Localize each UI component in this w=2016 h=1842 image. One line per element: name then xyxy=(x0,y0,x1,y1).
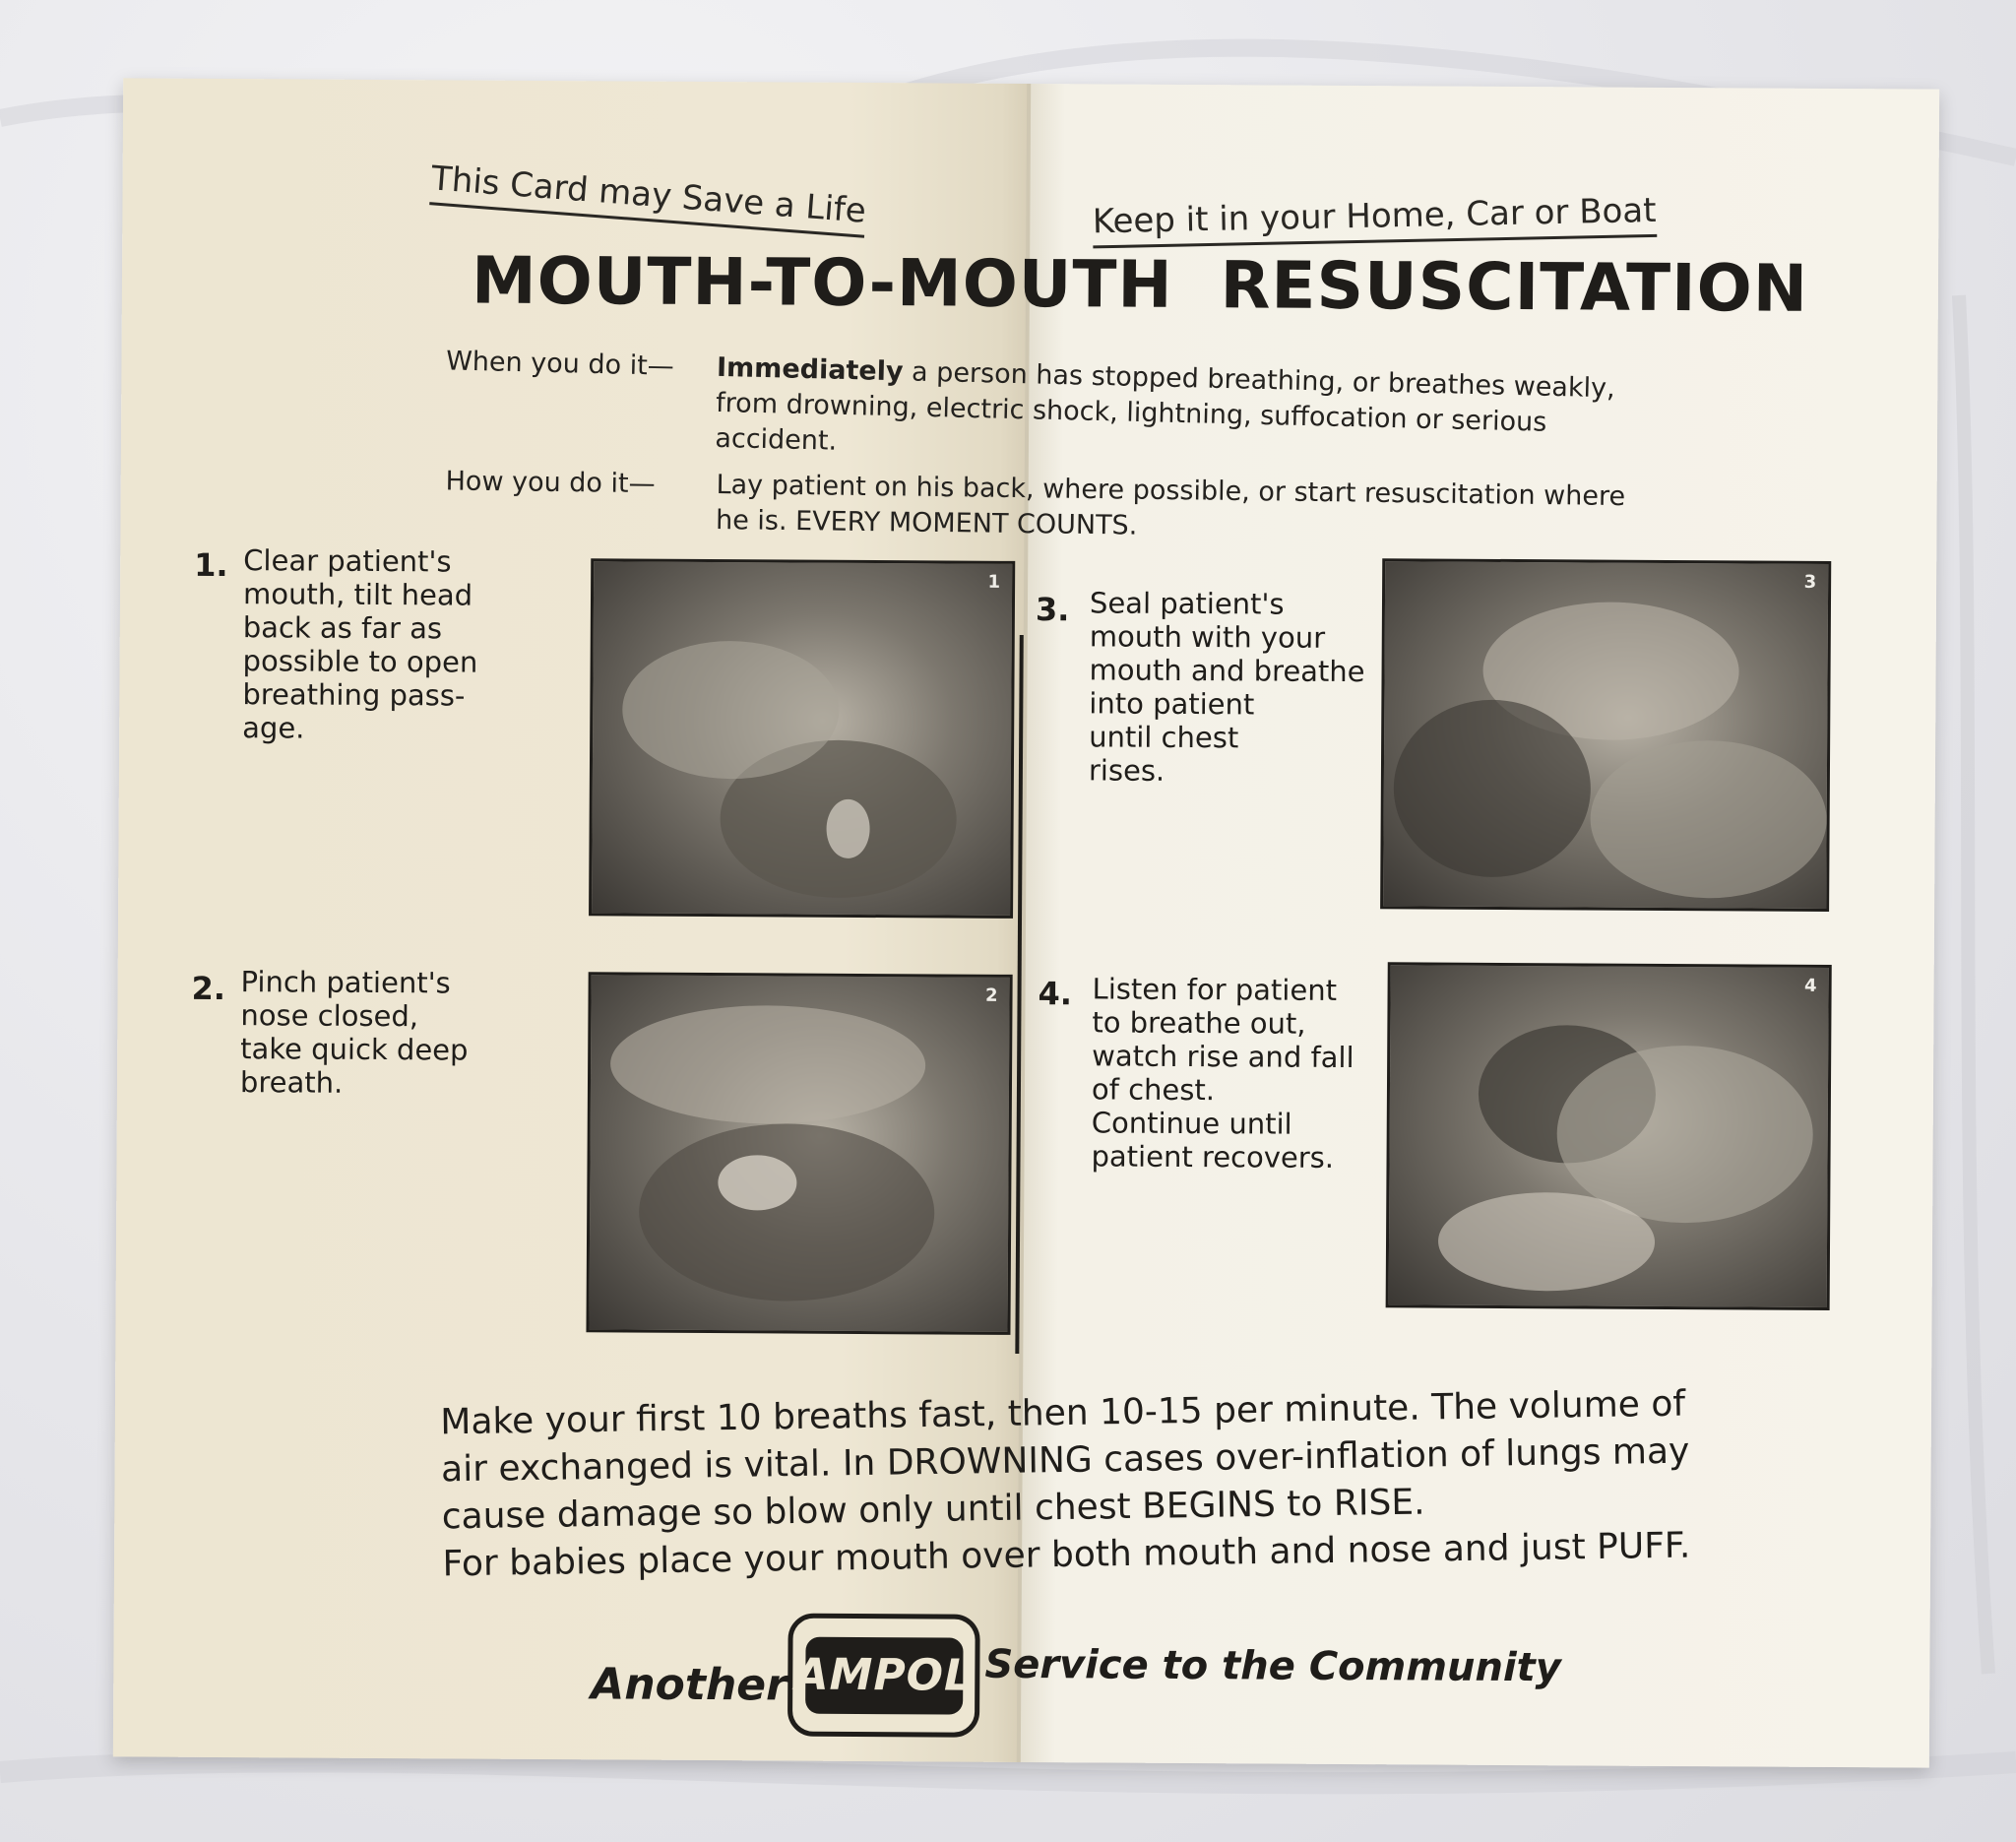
step-1-photo-label: 1 xyxy=(987,571,1001,593)
step-4-number: 4. xyxy=(1038,975,1073,1013)
step-3-photo xyxy=(1380,558,1831,912)
step-1-text: Clear patient's mouth, tilt head back as far as possible to open breathing pass- age. xyxy=(242,543,478,745)
how-lead: How you do it— xyxy=(445,466,656,500)
step-1-number: 1. xyxy=(194,545,228,585)
step-2-text: Pinch patient's nose closed, take quick deep breath. xyxy=(239,965,469,1100)
bottom-instructions xyxy=(440,1380,1723,1588)
when-lead: When you do it— xyxy=(445,346,675,382)
when-body xyxy=(715,350,1652,478)
footer-another: Another xyxy=(591,1659,788,1711)
step-4-photo xyxy=(1386,962,1832,1310)
step-2-photo xyxy=(586,972,1012,1335)
tagline-save-a-life: This Card may Save a Life xyxy=(429,159,867,237)
step-4-text: Listen for patient to breathe out, watch rise and fall of chest. Continue until patient recovers. xyxy=(1091,972,1354,1175)
step-2-number: 2. xyxy=(191,969,226,1008)
step-3-number: 3. xyxy=(1035,591,1070,629)
step-4-photo-label: 4 xyxy=(1804,975,1817,996)
when-emphasis: Immediately xyxy=(716,351,904,388)
resuscitation-card xyxy=(113,78,1939,1767)
babies-paragraph: For babies place your mouth over both mouth and nose and just PUFF. xyxy=(442,1525,1691,1585)
how-body: Lay patient on his back, where possible, or start resuscitation where he is. EVERY MOMENT COUNTS. xyxy=(715,469,1626,541)
main-title: MOUTH-TO-MOUTH RESUSCITATION xyxy=(471,242,1809,327)
ampol-logo-text: AMPOL xyxy=(805,1636,963,1714)
step-2-photo-label: 2 xyxy=(984,985,998,1006)
breathing-rate-paragraph: Make your first 10 breaths fast, then 10-15 per minute. The volume of air exchanged is vital. In DROWNING cases over-inflation of lungs may cause damage so blow only until chest BEGINS to RISE. xyxy=(440,1383,1690,1538)
footer-service: Service to the Community xyxy=(984,1641,1561,1691)
tagline-keep-it: Keep it in your Home, Car or Boat xyxy=(1092,191,1657,248)
step-3-text: Seal patient's mouth with your mouth and breathe into patient until chest rises. xyxy=(1088,586,1365,788)
when-text: a person has stopped breathing, or breathes weakly, from drowning, electric shock, lightning, suffocation or serious accident. xyxy=(715,356,1615,457)
step-3-photo-label: 3 xyxy=(1803,571,1817,593)
footer xyxy=(591,1612,1674,1747)
ampol-logo xyxy=(788,1614,980,1738)
step-1-photo xyxy=(589,558,1015,919)
how-paragraph xyxy=(445,464,1686,558)
